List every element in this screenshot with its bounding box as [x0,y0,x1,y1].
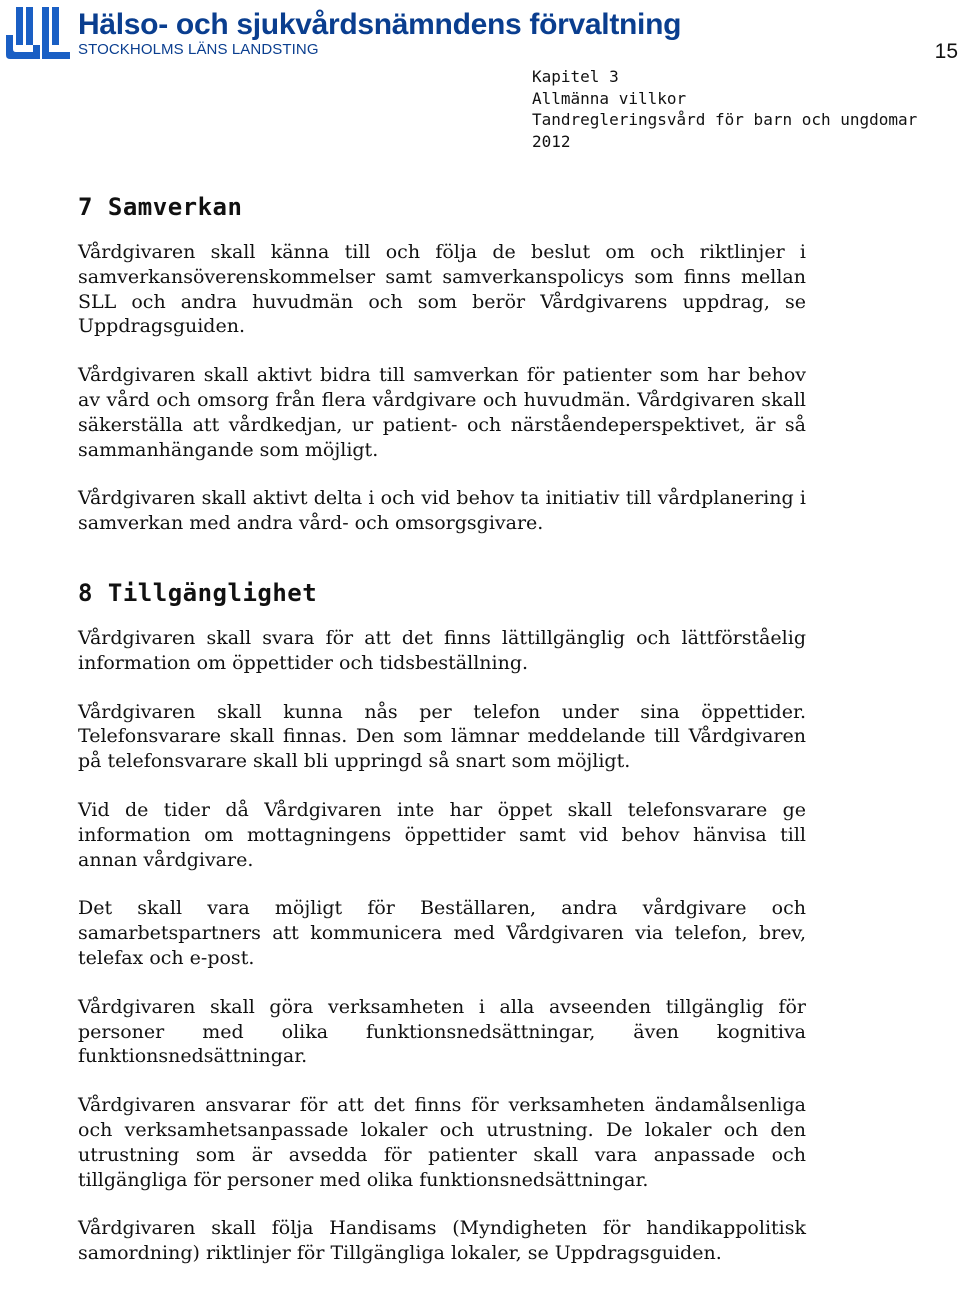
paragraph: Vid de tider då Vårdgivaren inte har öppet skall telefonsvarare ge information om mottagningens öppettider samt vid behov hänvisa till annan vårdgivare. [78,798,806,871]
paragraph: Vårdgivaren skall följa Handisams (Myndigheten för handikappolitisk samordning) riktlinjer för Tillgängliga lokaler, se Uppdragsguiden. [78,1217,806,1265]
meta-document-title: Tandregleringsvård för barn och ungdomar [532,110,918,129]
paragraph: Vårdgivaren skall svara för att det finns lättillgänglig och lättförståelig information om öppettider och tidsbeställning. [78,626,806,674]
paragraph: Vårdgivaren skall aktivt delta i och vid behov ta initiativ till vårdplanering i samverkan med andra vård- och omsorgsgivare. [78,487,806,535]
org-name: Hälso- och sjukvårdsnämndens förvaltning [78,8,682,41]
org-logo [6,5,686,61]
paragraph: Vårdgivaren skall kunna nås per telefon under sina öppettider. Telefonsvarare skall finnas. Den som lämnar meddelande till Vårdgivaren på telefonsvarare skall bli uppringd så snart som möjligt. [78,700,806,773]
sll-logo-icon [6,5,72,59]
org-subtitle: STOCKHOLMS LÄNS LANDSTING [78,41,319,58]
paragraph: Det skall vara möjligt för Beställaren, andra vårdgivare och samarbetspartners att kommunicera med Vårdgivaren via telefon, brev, telefax och e-post. [78,897,806,969]
meta-section: Allmänna villkor [532,88,687,108]
paragraph: Vårdgivaren skall känna till och följa de beslut om och riktlinjer i samverkansöverenskommelser samt samverkanspolicys som finns mellan SLL och andra huvudmän och som berör Vårdgivarens uppdrag, se Uppdragsguiden. [78,241,806,338]
page-number: 15 [934,40,958,63]
meta-year: 2012 [532,131,571,151]
section-heading-samverkan: 7 Samverkan [78,193,243,221]
meta-chapter: Kapitel 3 [532,67,619,86]
paragraph: Vårdgivaren ansvarar för att det finns för verksamheten ändamålsenliga och verksamhetsanpassade lokaler och utrustning. De lokaler och den utrustning som är avsedda för patienter skall vara anpassade och tillgängliga för personer med olika funktionsnedsättningar. [78,1094,806,1191]
document-body [78,190,806,1290]
paragraph: Vårdgivaren skall aktivt bidra till samverkan för patienter som har behov av vård och omsorg från flera vårdgivare och huvudmän. Vårdgivaren skall säkerställa att vårdkedjan, ur patient- och närståendeperspektivet, är så sammanhängande som möjligt. [78,364,806,461]
paragraph: Vårdgivaren skall göra verksamheten i alla avseenden tillgänglig för personer med olika funktionsnedsättningar, även kognitiva funktionsnedsättningar. [78,995,806,1068]
section-heading-tillganglighet: 8 Tillgänglighet [78,578,318,607]
document-meta [532,66,917,152]
